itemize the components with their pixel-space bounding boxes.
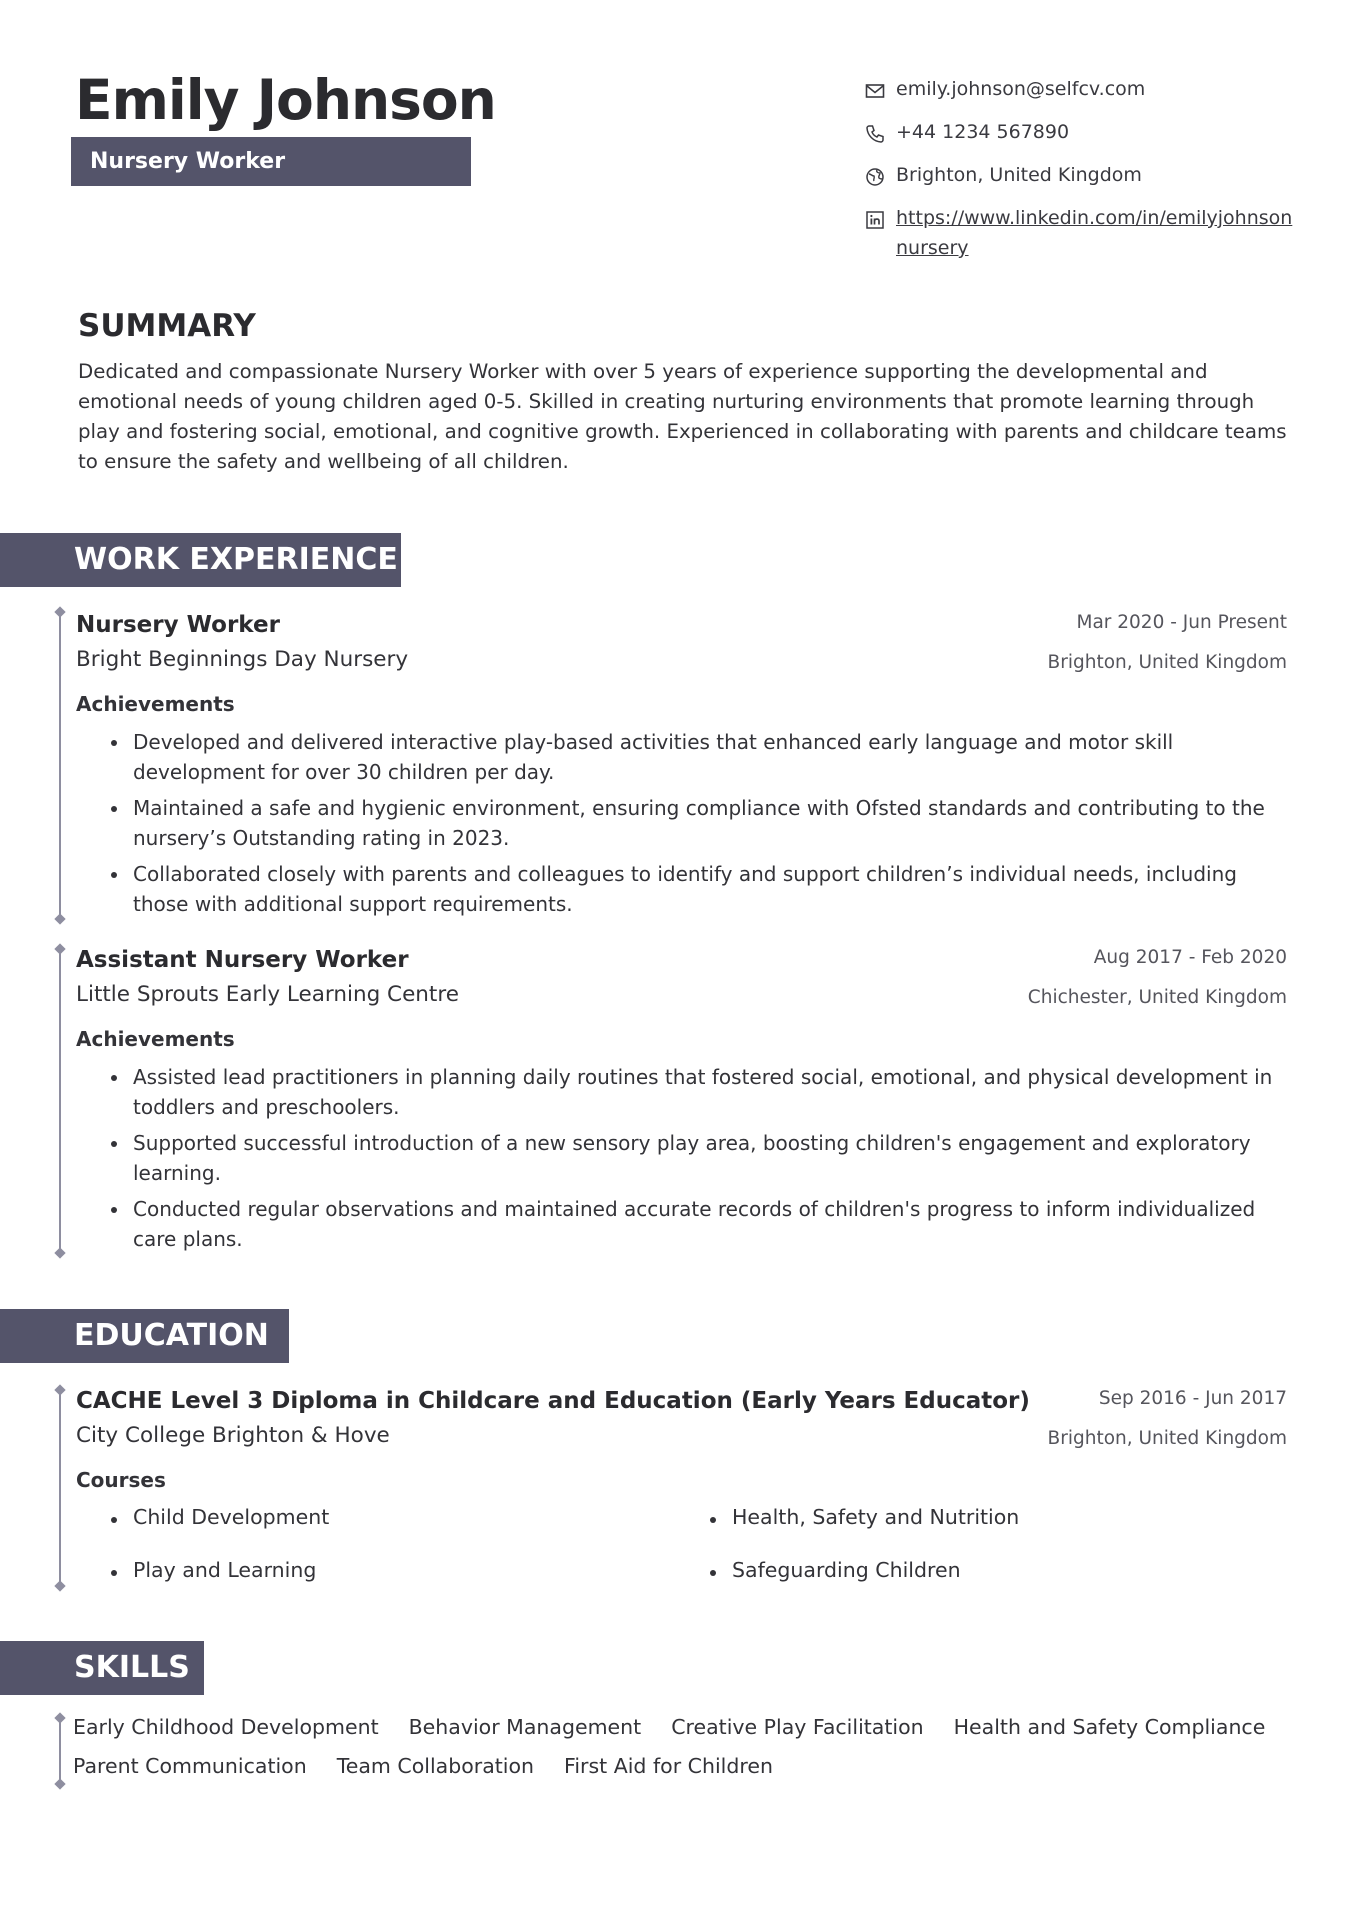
skills-row bbox=[73, 1747, 1303, 1786]
list-item: Collaborated closely with parents and colleagues to identify and support children’s individual needs, including those with additional support requirements. bbox=[76, 859, 1296, 919]
timeline-line bbox=[59, 949, 61, 1253]
skill-item: Team Collaboration bbox=[336, 1754, 535, 1778]
location-text: Brighton, United Kingdom bbox=[896, 164, 1142, 186]
education-date: Sep 2016 - Jun 2017 bbox=[1098, 1388, 1287, 1409]
globe-icon bbox=[864, 166, 886, 188]
contact-phone bbox=[864, 121, 1294, 164]
skill-item: Behavior Management bbox=[408, 1715, 642, 1739]
email-icon bbox=[864, 80, 886, 102]
timeline-line bbox=[59, 1718, 61, 1784]
list-item: Maintained a safe and hygienic environment, ensuring compliance with Ofsted standards and contributing to the nursery’s Outstanding rating in 2023. bbox=[76, 793, 1296, 853]
list-item: Conducted regular observations and maintained accurate records of children's progress to inform individualized care plans. bbox=[76, 1194, 1296, 1254]
achievements-list bbox=[76, 727, 1296, 925]
skills-heading: SKILLS bbox=[0, 1641, 204, 1695]
job-date: Aug 2017 - Feb 2020 bbox=[1093, 947, 1287, 968]
timeline-line bbox=[59, 612, 61, 919]
job-date: Mar 2020 - Jun Present bbox=[1076, 612, 1287, 633]
phone-text: +44 1234 567890 bbox=[896, 121, 1070, 143]
job-organization: Little Sprouts Early Learning Centre bbox=[76, 982, 459, 1007]
contact-email bbox=[864, 78, 1294, 121]
contact-linkedin[interactable] bbox=[864, 207, 1294, 263]
contact-info bbox=[864, 78, 1294, 263]
achievements-heading: Achievements bbox=[76, 692, 235, 716]
achievements-heading: Achievements bbox=[76, 1027, 235, 1051]
linkedin-link-line2[interactable]: nursery bbox=[896, 237, 969, 259]
school-name: City College Brighton & Hove bbox=[76, 1423, 390, 1448]
email-text: emily.johnson@selfcv.com bbox=[896, 78, 1146, 100]
skill-item: Parent Communication bbox=[73, 1754, 307, 1778]
job-title-banner: Nursery Worker bbox=[71, 137, 471, 186]
phone-icon bbox=[864, 123, 886, 145]
achievements-list bbox=[76, 1062, 1296, 1260]
summary-text: Dedicated and compassionate Nursery Worker with over 5 years of experience supporting the developmental and emotional needs of young children aged 0-5. Skilled in creating nurturing environments that promote learning through play and fostering social, emotional, and cognitive growth. Experienced in collaborating with parents and childcare teams to ensure the safety and wellbeing of all children. bbox=[78, 360, 1287, 473]
skill-item: Health and Safety Compliance bbox=[953, 1715, 1266, 1739]
course-item: Safeguarding Children bbox=[675, 1558, 961, 1582]
course-item: Play and Learning bbox=[76, 1558, 316, 1582]
linkedin-link[interactable] bbox=[896, 203, 1292, 263]
job-location: Brighton, United Kingdom bbox=[1047, 652, 1287, 673]
education-heading: EDUCATION bbox=[0, 1309, 289, 1363]
courses-heading: Courses bbox=[76, 1468, 166, 1492]
education-location: Brighton, United Kingdom bbox=[1047, 1428, 1287, 1449]
skill-item: First Aid for Children bbox=[564, 1754, 773, 1778]
list-item: Developed and delivered interactive play-based activities that enhanced early language and motor skill development for over 30 children per day. bbox=[76, 727, 1296, 787]
degree-title: CACHE Level 3 Diploma in Childcare and Education (Early Years Educator) bbox=[76, 1388, 1030, 1414]
job-title: Assistant Nursery Worker bbox=[76, 947, 409, 973]
contact-location bbox=[864, 164, 1294, 207]
course-item: Health, Safety and Nutrition bbox=[675, 1505, 1019, 1529]
linkedin-icon bbox=[864, 209, 886, 231]
list-item: Supported successful introduction of a new sensory play area, boosting children's engagement and exploratory learning. bbox=[76, 1128, 1296, 1188]
candidate-name: Emily Johnson bbox=[75, 68, 496, 132]
work-experience-heading: WORK EXPERIENCE bbox=[0, 533, 401, 587]
summary-heading: SUMMARY bbox=[78, 308, 256, 344]
skills-row bbox=[73, 1708, 1303, 1747]
timeline-line bbox=[59, 1390, 61, 1586]
skills-list bbox=[73, 1708, 1303, 1786]
job-title: Nursery Worker bbox=[76, 612, 280, 638]
job-organization: Bright Beginnings Day Nursery bbox=[76, 647, 409, 672]
course-item: Child Development bbox=[76, 1505, 329, 1529]
skill-item: Early Childhood Development bbox=[73, 1715, 379, 1739]
linkedin-link-line1[interactable]: https://www.linkedin.com/in/emilyjohnson bbox=[896, 207, 1293, 229]
list-item: Assisted lead practitioners in planning daily routines that fostered social, emotional, and physical development in toddlers and preschoolers. bbox=[76, 1062, 1296, 1122]
job-location: Chichester, United Kingdom bbox=[1027, 987, 1287, 1008]
skill-item: Creative Play Facilitation bbox=[671, 1715, 924, 1739]
